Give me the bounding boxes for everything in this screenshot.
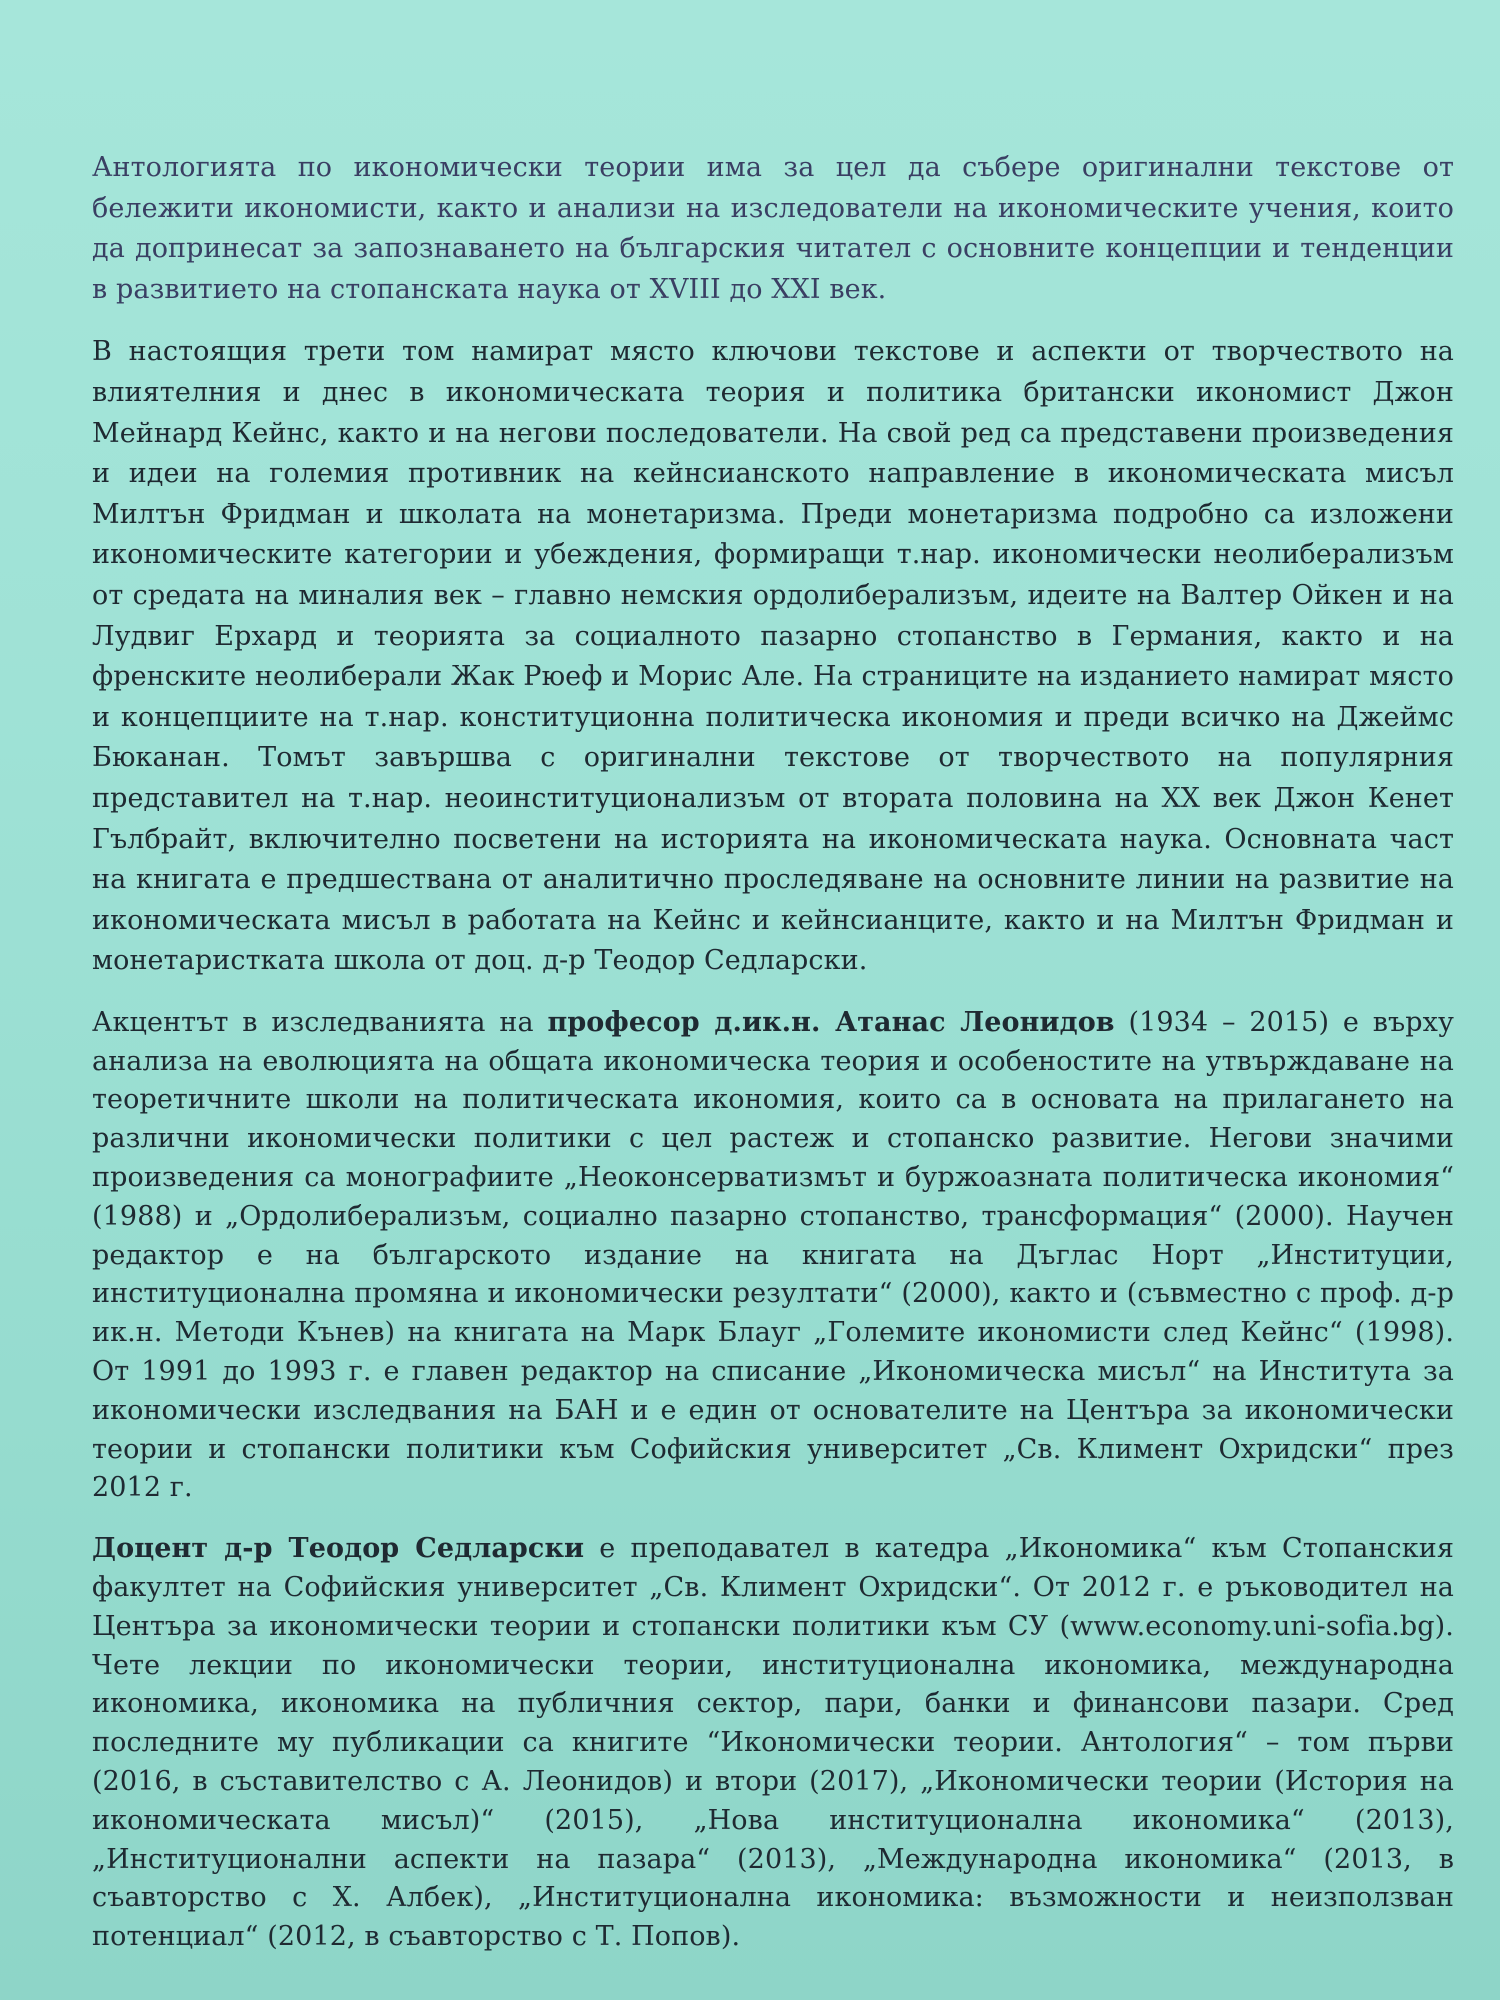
sedlarski-bio-text: е преподавател в катедра „Икономика“ към Стопанския факултет на Софийския университет „Св. Климент Охридски“. От 2012 г. е ръководител на Центъра за икономически теории и стопански политики към СУ (www.economy.uni-sofia.bg). Чете лекции по икономически теории, институционална икономика, международна икономика, икономика на публичния сектор, пари, банки и финансови пазари. Сред последните му публикации са книгите “Икономически теории. Антология“ – том първи (2016, в съставителство с А. Леонидов) и втори (2017), „Икономически теории (История на икономическата мисъл)“ (2015), „Нова институционална икономика“ (2013), „Институционални аспекти на пазара“ (2013), „Международна икономика“ (2013, в съавторство с Х. Албек), „Институционална икономика: възможности и неизползван потенциал“ (2012, в съавторство с Т. Попов).	[92, 1533, 1454, 1953]
paragraph-author-leonidov	[92, 1004, 1454, 1508]
book-back-cover-text	[92, 148, 1454, 1979]
leonidov-intro-text: Акцентът в изследванията на	[92, 1006, 548, 1038]
sedlarski-name: Доцент д-р Теодор Седларски	[92, 1533, 585, 1565]
leonidov-name: професор д.ик.н. Атанас Леонидов	[547, 1006, 1115, 1038]
paragraph-anthology-purpose: Антологията по икономически теории има за цел да събере оригинални текстове от бележити икономисти, както и анализи на изследователи на икономическите учения, които да допринесат за запознаването на българския читател с основните концепции и тенденции в развитието на стопанската наука от XVIII до XXI век.	[92, 152, 1454, 305]
paragraph-author-sedlarski	[92, 1530, 1454, 1957]
paragraph-volume-contents: В настоящия трети том намират място ключови текстове и аспекти от творчеството на влиятелния и днес в икономическата теория и политика британски икономист Джон Мейнард Кейнс, както и на негови последователи. На свой ред са представени произведения и идеи на големия противник на кейнсианското направление в икономическата мисъл Милтън Фридман и школата на монетаризма. Преди монетаризма подробно са изложени икономическите категории и убеждения, формиращи т.нар. икономически неолиберализъм от средата на миналия век – главно немския ордолиберализъм, идеите на Валтер Ойкен и на Лудвиг Ерхард и теорията за социалното пазарно стопанство в Германия, както и на френските неолиберали Жак Рюеф и Морис Але. На страниците на изданието намират място и концепциите на т.нар. конституционна политическа икономия и преди всичко на Джеймс Бюканан. Томът завършва с оригинални текстове от творчеството на популярния представител на т.нар. неоинституционализъм от втората половина на XX век Джон Кенет Гълбрайт, включително посветени на историята на икономическата наука. Основната част на книгата е предшествана от аналитично проследяване на основните линии на развитие на икономическата мисъл в работата на Кейнс и кейнсианците, както и на Милтън Фридман и монетаристката школа от доц. д-р Теодор Седларски.	[92, 336, 1454, 977]
leonidov-bio-text: (1934 – 2015) е върху анализа на еволюцията на общата икономическа теория и особеностите на утвърждаване на теоретичните школи на политическата икономия, които са в основата на прилагането на различни икономически политики с цел растеж и стопанско развитие. Негови значими произведения са монографиите „Неоконсерватизмът и буржоазната политическа икономия“ (1988) и „Ордолиберализъм, социално пазарно стопанство, трансформация“ (2000). Научен редактор е на българското издание на книгата на Дъглас Норт „Институции, институционална промяна и икономически резултати“ (2000), както и (съвместно с проф. д-р ик.н. Методи Кънев) на книгата на Марк Блауг „Големите икономисти след Кейнс“ (1998). От 1991 до 1993 г. е главен редактор на списание „Икономическа мисъл“ на Института за икономически изследвания на БАН и е един от основателите на Центъра за икономически теории и стопански политики към Софийския университет „Св. Климент Охридски“ през 2012 г.	[92, 1006, 1454, 1504]
